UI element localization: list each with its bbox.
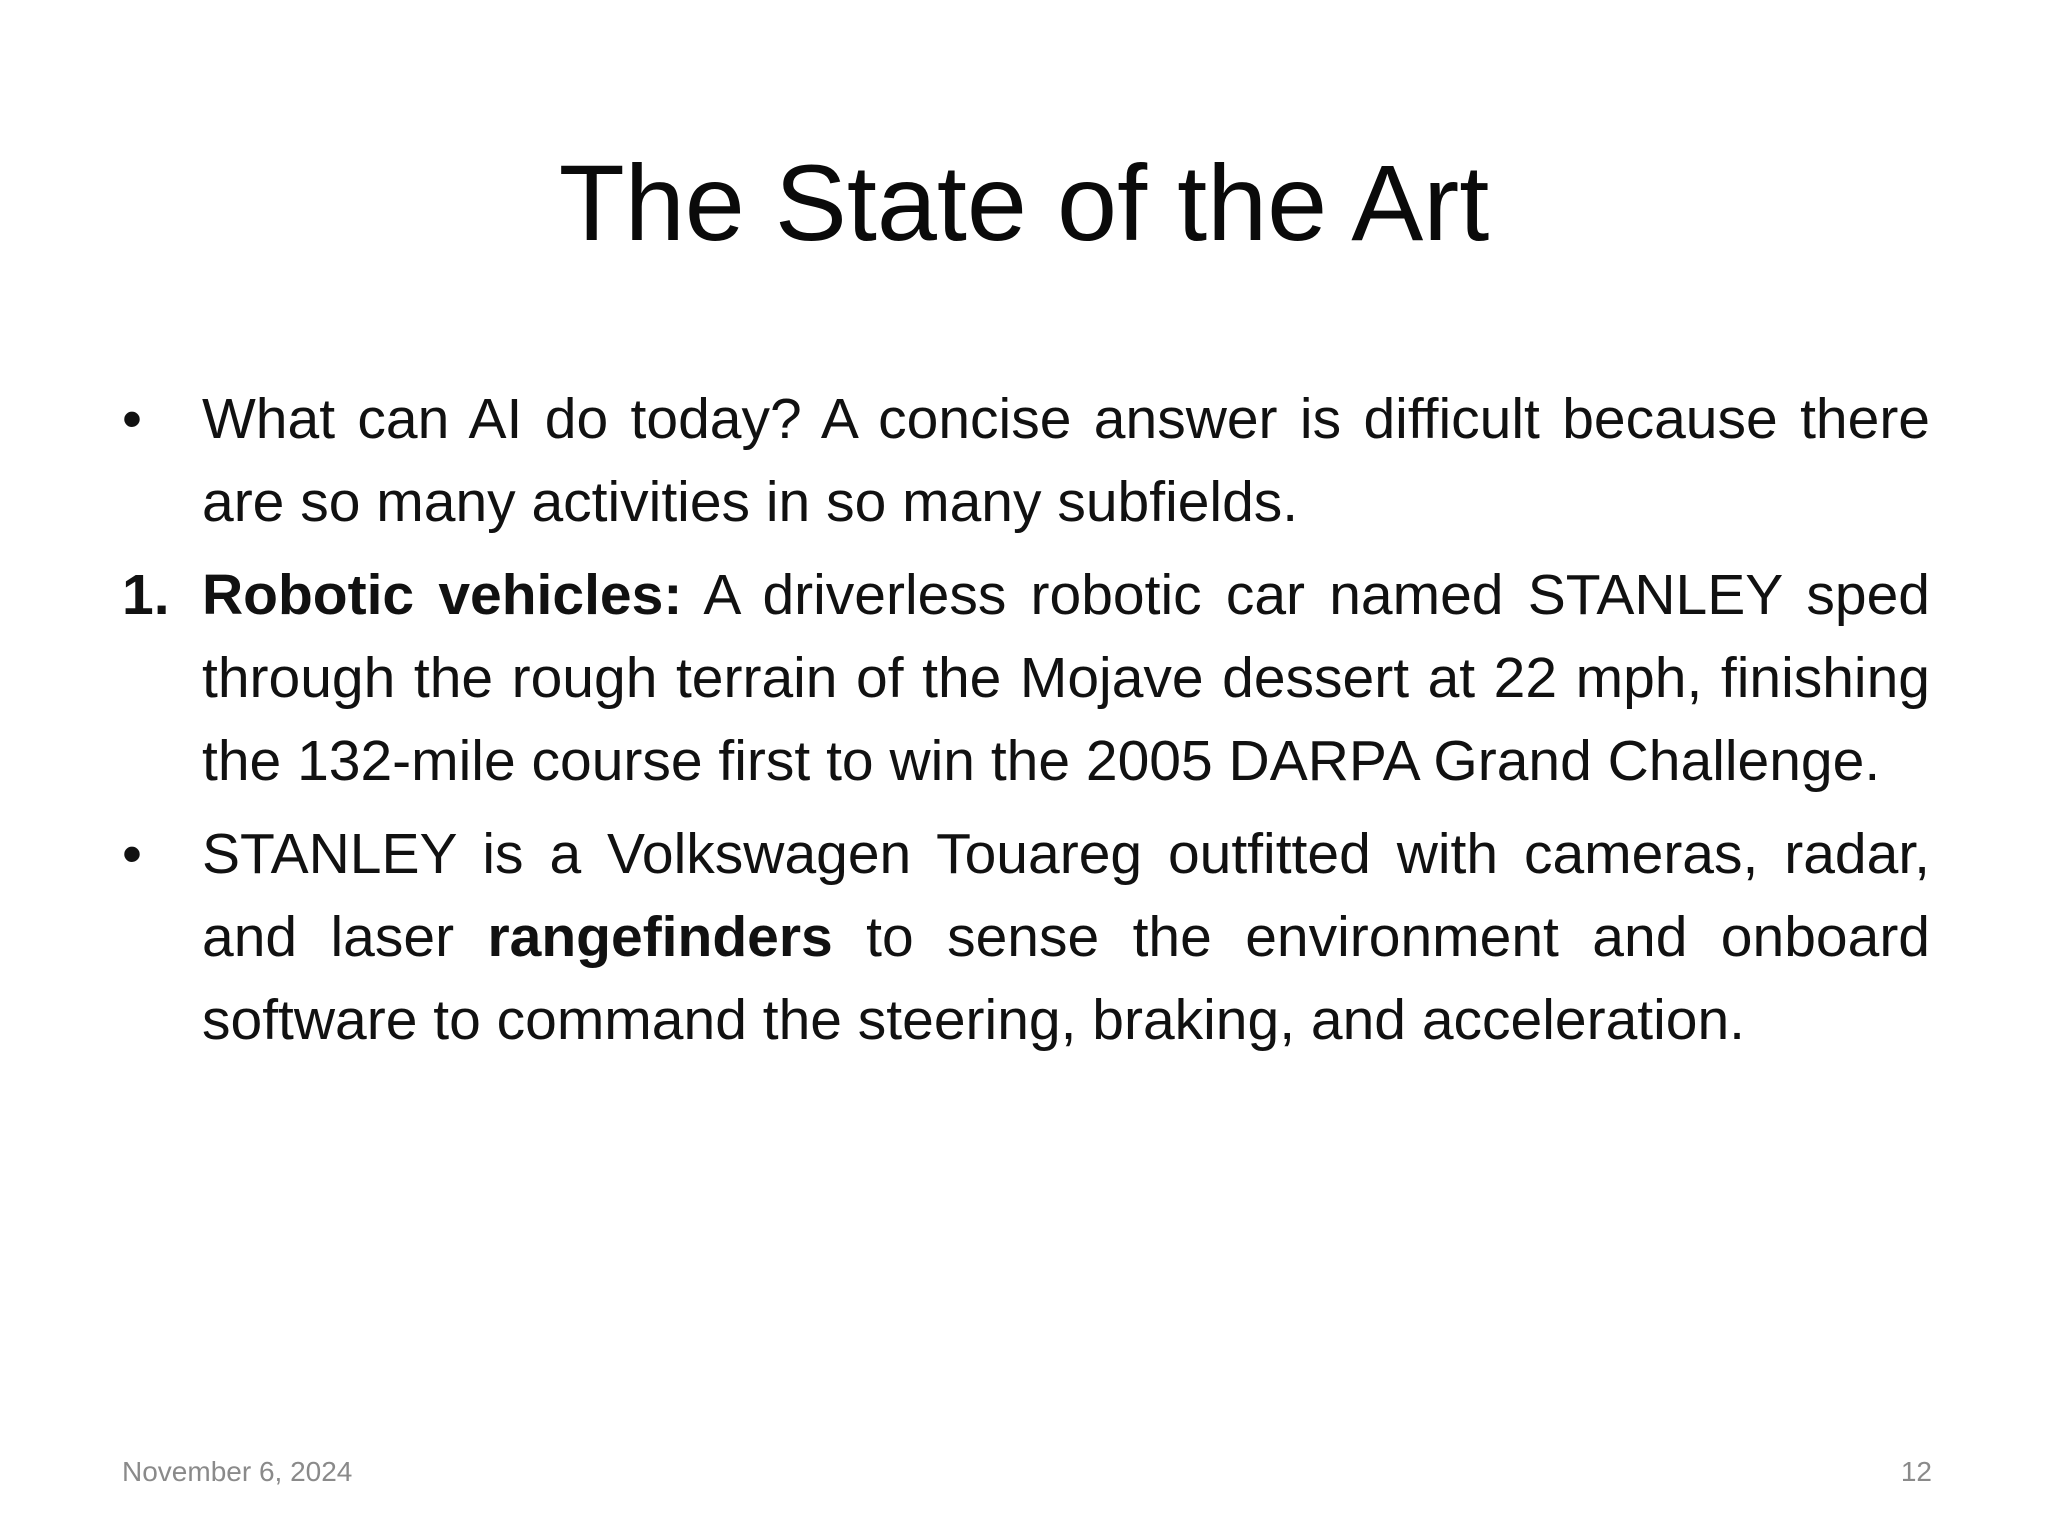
footer-date: November 6, 2024 — [122, 1456, 353, 1487]
slide-body — [122, 378, 1930, 1072]
bullet-item-stanley — [122, 813, 1930, 1062]
number-marker: 1. — [122, 563, 170, 627]
item-heading: Robotic vehicles: — [202, 563, 683, 627]
numbered-item-robotic-vehicles — [122, 554, 1930, 803]
footer-page-number: 12 — [1900, 1456, 1932, 1487]
bold-term: rangefinders — [487, 905, 833, 969]
bullet-text-end: to sense the environment and onboard software to command the steering, braking, and acceleration. — [202, 905, 1930, 1052]
bullet-text-start: STANLEY is a Volkswagen Touareg outfitted with cameras, radar, and laser — [202, 822, 1930, 969]
bullet-text: What can AI do today? A concise answer is difficult because there are so many activities in so many subfields. — [202, 387, 1930, 534]
bullet-marker: • — [122, 387, 142, 451]
bullet-marker: • — [122, 822, 142, 886]
item-text: A driverless robotic car named STANLEY sped through the rough terrain of the Mojave dessert at 22 mph, finishing the 132-mile course first to win the 2005 DARPA Grand Challenge. — [202, 563, 1931, 793]
bullet-item-intro — [122, 378, 1930, 544]
slide-title: The State of the Art — [558, 142, 1490, 263]
